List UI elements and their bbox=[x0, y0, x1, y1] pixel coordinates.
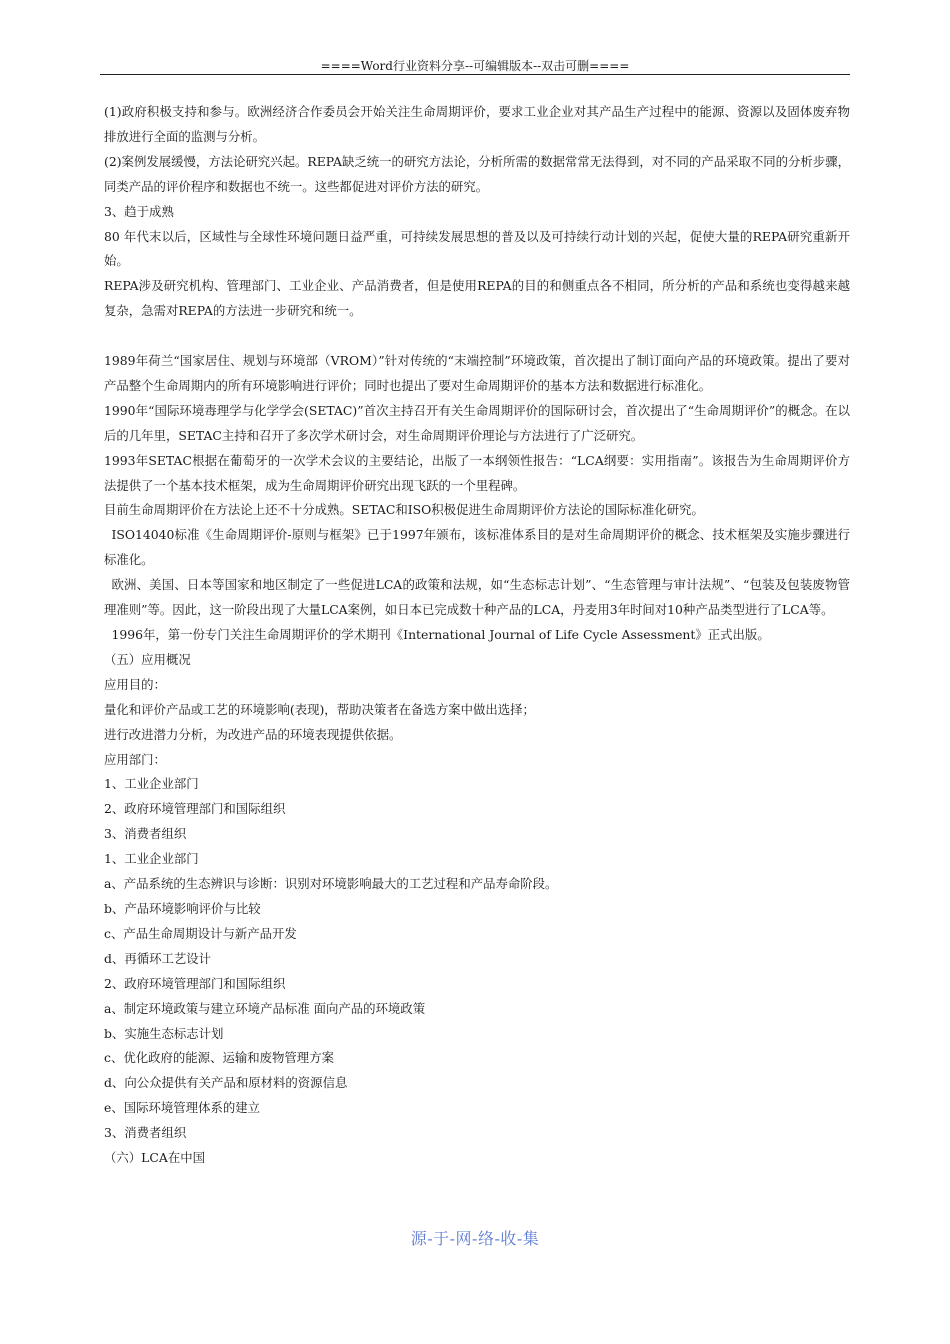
paragraph: 1989年荷兰“国家居住、规划与环境部（VROM）”针对传统的“末端控制”环境政策，首次提出了制订面向产品的环境政策。提出了要对产品整个生命周期内的所有环境影响进行评价；同时也提出了要对生命周期评价的基本方法和数据进行标准化。 bbox=[104, 353, 850, 393]
paragraph: 欧洲、美国、日本等国家和地区制定了一些促进LCA的政策和法规，如“生态标志计划”、“生态管理与审计法规”、“包装及包装废物管理准则”等。因此，这一阶段出现了大量LCA案例，如日本已完成数十种产品的LCA，丹麦用3年时间对10种产品类型进行了LCA等。 bbox=[104, 577, 850, 618]
paragraph: ISO14040标准《生命周期评价-原则与框架》已于1997年颁布，该标准体系目的是对生命周期评价的概念、技术框架及实施步骤进行标准化。 bbox=[104, 527, 850, 568]
paragraph: (1)政府积极支持和参与。欧洲经济合作委员会开始关注生命周期评价，要求工业企业对其产品生产过程中的能源、资源以及固体废弃物排放进行全面的监测与分析。 bbox=[104, 104, 850, 144]
paragraph: (2)案例发展缓慢，方法论研究兴起。REPA缺乏统一的研究方法论，分析所需的数据常常无法得到，对不同的产品采取不同的分析步骤，同类产品的评价程序和数据也不统一。这些都促进对评价方法的研究。 bbox=[104, 153, 850, 194]
list-item: d、向公众提供有关产品和原材料的资源信息 bbox=[104, 1075, 348, 1091]
paragraph: 1993年SETAC根据在葡萄牙的一次学术会议的主要结论，出版了一本纲领性报告：“LCA纲要：实用指南”。该报告为生命周期评价方法提供了一个基本技术框架，成为生命周期评价研究出现飞跃的一个里程碑。 bbox=[104, 452, 850, 493]
list-item: c、产品生命周期设计与新产品开发 bbox=[104, 925, 297, 941]
section-heading: 3、趋于成熟 bbox=[104, 203, 174, 219]
list-heading: 应用部门： bbox=[104, 751, 166, 767]
document-body bbox=[104, 100, 850, 1171]
list-item: 2、政府环境管理部门和国际组织 bbox=[104, 801, 286, 817]
blank-line bbox=[104, 324, 850, 349]
header-divider bbox=[100, 74, 850, 75]
list-item: 量化和评价产品或工艺的环境影响(表现)，帮助决策者在备选方案中做出选择； bbox=[104, 701, 535, 717]
list-item: c、优化政府的能源、运输和废物管理方案 bbox=[104, 1050, 334, 1066]
list-item: 3、消费者组织 bbox=[104, 826, 187, 842]
subsection-heading: 2、政府环境管理部门和国际组织 bbox=[104, 975, 286, 991]
list-item: 进行改进潜力分析，为改进产品的环境表现提供依据。 bbox=[104, 726, 402, 742]
paragraph: 目前生命周期评价在方法论上还不十分成熟。SETAC和ISO积极促进生命周期评价方法论的国际标准化研究。 bbox=[104, 502, 704, 518]
list-item: 1、工业企业部门 bbox=[104, 776, 199, 792]
section-heading: （六）LCA在中国 bbox=[104, 1150, 206, 1166]
paragraph: 1996年，第一份专门关注生命周期评价的学术期刊《International Journal of Life Cycle Assessment》正式出版。 bbox=[111, 627, 770, 643]
paragraph: REPA涉及研究机构、管理部门、工业企业、产品消费者，但是使用REPA的目的和侧重点各不相同，所分析的产品和系统也变得越来越复杂，急需对REPA的方法进一步研究和统一。 bbox=[104, 278, 850, 319]
subsection-heading: 3、消费者组织 bbox=[104, 1125, 187, 1141]
list-heading: 应用目的： bbox=[104, 676, 166, 692]
section-heading: （五）应用概况 bbox=[104, 651, 191, 667]
list-item: d、再循环工艺设计 bbox=[104, 950, 212, 966]
list-item: a、制定环境政策与建立环境产品标准 面向产品的环境政策 bbox=[104, 1000, 426, 1016]
page-footer: 源-于-网-络-收-集 bbox=[410, 1229, 540, 1248]
list-item: e、国际环境管理体系的建立 bbox=[104, 1100, 261, 1116]
list-item: b、产品环境影响评价与比较 bbox=[104, 900, 261, 916]
paragraph: 1990年“国际环境毒理学与化学学会(SETAC)”首次主持召开有关生命周期评价的国际研讨会，首次提出了“生命周期评价”的概念。在以后的几年里，SETAC主持和召开了多次学术研讨会，对生命周期评价理论与方法进行了广泛研究。 bbox=[104, 402, 850, 443]
subsection-heading: 1、工业企业部门 bbox=[104, 851, 199, 867]
list-item: a、产品系统的生态辨识与诊断：识别对环境影响最大的工艺过程和产品寿命阶段。 bbox=[104, 876, 558, 892]
page-header: ====Word行业资料分享--可编辑版本--双击可删==== bbox=[320, 59, 630, 73]
paragraph: 80 年代末以后，区域性与全球性环境问题日益严重，可持续发展思想的普及以及可持续行动计划的兴起，促使大量的REPA研究重新开始。 bbox=[104, 228, 850, 269]
list-item: b、实施生态标志计划 bbox=[104, 1025, 224, 1041]
